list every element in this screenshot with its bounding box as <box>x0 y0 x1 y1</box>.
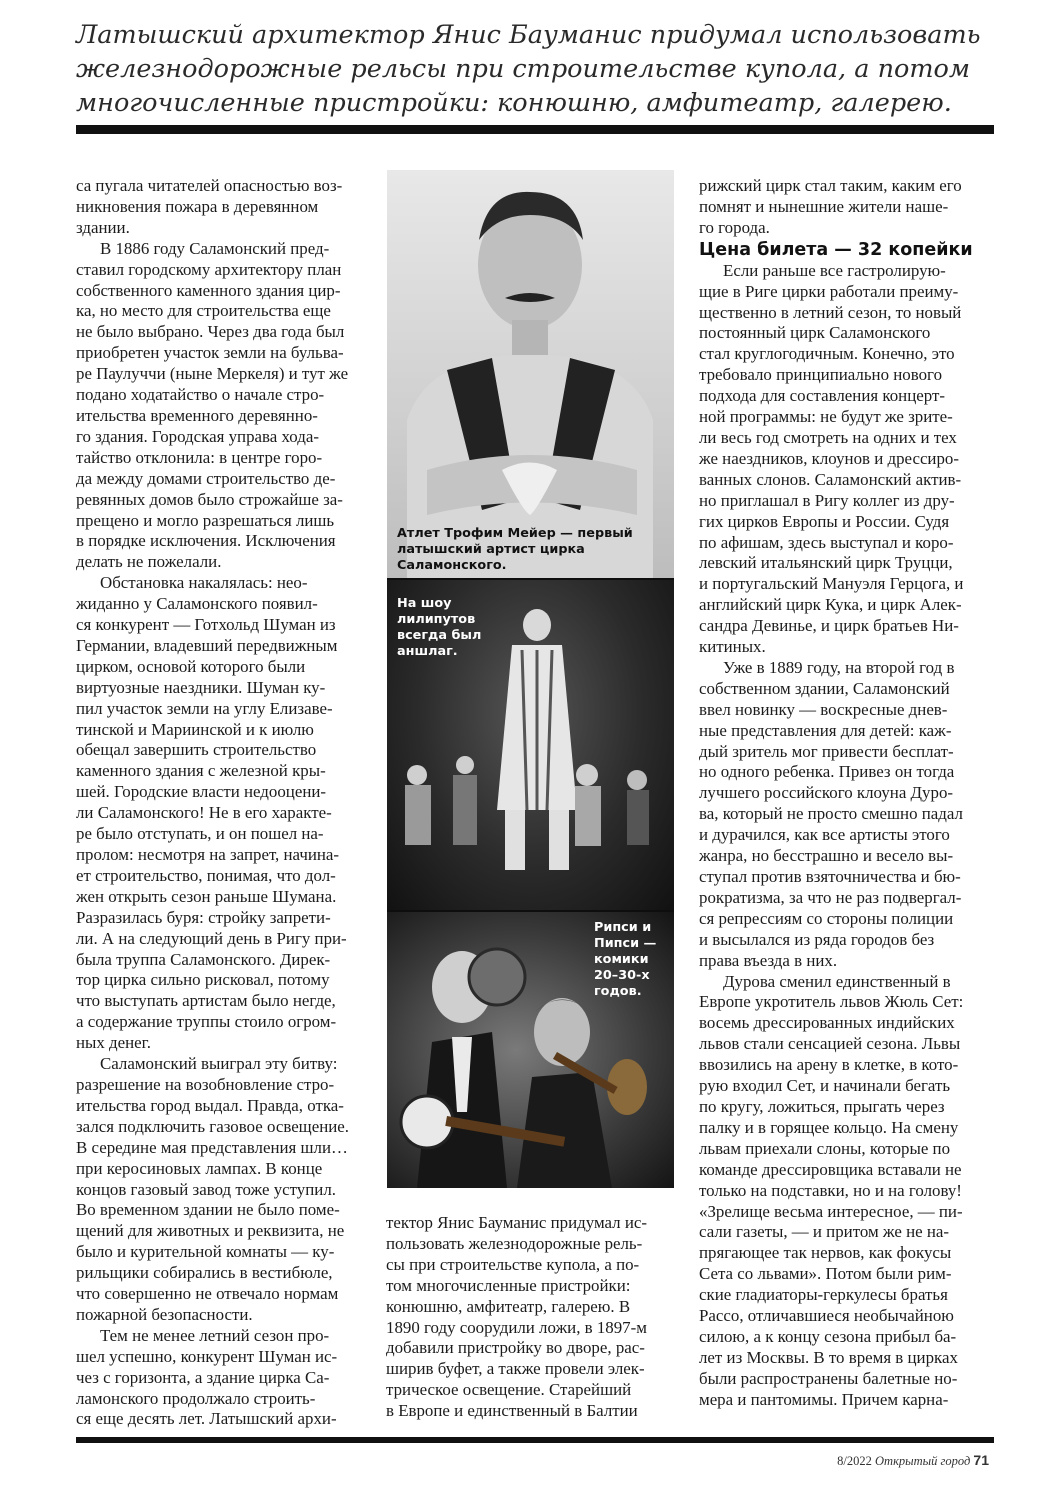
paragraph: Обстановка накалялась: нео- жиданно у Саламонского появил- ся конкурент — Готхольд Шуман из Германии, владевший передвижным цирком, основой которого были виртуозные наездники. Шуман ку- пил участок земли на углу Елизаве- тинской и Мариинской и к июлю обещал завершить строительство каменного здания с железной кры- шей. Городские власти недооцени- ли Саламонского! Не в его характе- ре было отступать, и он пошел на- пролом: несмотря на запрет, начина- ет строительство, понимая, что дол- жен открыть сезон раньше Шумана. Разразилась буря: стройку запрети- ли. А на следующий день в Ригу при- была труппа Саламонского. Дирек- тор цирка сильно рисковал, потому что выступать артистам было негде, а содержание труппы стоило огром- ных денег. <box>76 573 347 1053</box>
caption-lilliputians: На шоу лилипутов всегда был аншлаг. <box>397 596 482 659</box>
lead-line: многочисленные пристройки: конюшню, амфитеатр, галерею. <box>76 88 952 118</box>
lead-line: железнодорожные рельсы при строительстве купола, а потом <box>76 54 971 84</box>
article-column-2 <box>386 1213 671 1422</box>
paragraph: В 1886 году Саламонский пред- ставил городскому архитектору план собственного каменного здания цир- ка, но место для строительства еще не было выбрано. Через два года был приобретен участок земли на бульва- ре Паулуччи (ныне Меркеля) и тут же подано ходатайство о начале стро- ительства временного деревянно- го здания. Городская управа хода- тайство отклонила: в центре горо- да между домами строительство де- ревянных домов было строжайше за- прещено и могло разрешаться лишь в порядке исключения. Исключения делать не пожелали. <box>76 238 349 572</box>
page-number: 71 <box>973 1452 989 1468</box>
photo-trofim-meier <box>387 170 674 578</box>
paragraph: Саламонский выиграл эту битву: разрешение на возобновление стро- ительства город выдал. Правда, отка- зался подключить газовое освещение. В середине мая представления шли… при керосиновых лампах. В конце концов газовый завод тоже уступил. Во временном здании не было поме- щений для животных и реквизита, не было и курительной комнаты — ку- рильщики собирались в вестибюле, что совершенно не отвечало нормам пожарной безопасности. <box>76 1054 349 1324</box>
photo-strip <box>387 170 674 1188</box>
paragraph: тектор Янис Бауманис придумал ис- пользовать железнодорожные рель- сы при строительстве купола, а по- том многочисленные пристройки: конюшню, амфитеатр, галерею. В 1890 году соорудили ложи, в 1897-м добавили пристройку во дворе, рас- ширив буфет, а также провели элек- трическое освещение. Старейший в Европе и единственный в Балтии <box>386 1213 647 1421</box>
paragraph: Если раньше все гастролирую- щие в Риге цирки работали преиму- щественно в летний сезон, то новый постоянный цирк Саламонского стал круглогодичным. Конечно, это требовало принципиально нового подхода для составления концерт- ной программы: не будут же зрите- ли весь год смотреть на одних и тех же наездников, клоунов и дрессиро- ванных слонов. Саламонский актив‑ но приглашал в Ригу коллег из дру- гих цирков Европы и России. Судя по афишам, здесь выступал и коро- левский итальянский цирк Труцци, и португальский Мануэля Герцога, и английский цирк Кука, и цирк Алек- сандра Девинье, и цирк братьев Ни- китиных. <box>699 260 964 657</box>
bottom-rule <box>76 1437 994 1443</box>
caption-meier: Атлет Трофим Мейер — первый латышский артист цирка Саламонского. <box>397 526 633 573</box>
article-column-1 <box>76 176 366 1430</box>
lead-line: Латышский архитектор Янис Бауманис придумал использовать <box>76 20 981 50</box>
paragraph: са пугала читателей опасностью воз- никновения пожара в деревянном здании. <box>76 176 343 237</box>
section-subheading: Цена билета — 32 копейки <box>699 239 973 260</box>
top-rule <box>76 125 994 134</box>
paragraph: рижский цирк стал таким, каким его помнят и нынешние жители наше- го города. <box>699 176 962 237</box>
paragraph: Уже в 1889 году, на второй год в собственном здании, Саламонский ввел новинку — воскресные днев- ные представления для детей: каж- дый зритель мог привести бесплат- но одного ребенка. Привез он тогда лучшего российского клоуна Дуро- ва, который не просто смешно падал и дурачился, как все артисты этого жанра, но бесстрашно и весело вы- ступал против взяточничества и бю- рократизма, за что не раз подвергал- ся репрессиям со стороны полиции и высылался из ряда городов без права въезда в них. <box>699 657 963 970</box>
magazine-name: Открытый город <box>875 1454 971 1468</box>
article-column-3 <box>699 176 994 1411</box>
paragraph: Дурова сменил единственный в Европе укротитель львов Жюль Сет: восемь дрессированных индийских львов стали сенсацией сезона. Львы ввозились на арену в клетке, в кото- рую входил Сет, и начинали бегать по кругу, ложиться, прыгать через палку и в горящее кольцо. На смену львам приехали слоны, которые по команде дрессировщика вставали не только на подставки, но и на голову! «Зрелище весьма интересное, — пи- сали газеты, — и притом же не на- прягающее так нервов, как фокусы Сета со львами». Потом были рим- ские гладиаторы-геркулесы братья Рассо, отличавшиеся необычайною силою, а к концу сезона прибыл ба- лет из Москвы. В то время в цирках были распространены балетные но- мера и пантомимы. Причем карна- <box>699 971 964 1409</box>
athlete-illustration <box>387 170 674 578</box>
issue-number: 8/2022 <box>837 1454 872 1468</box>
page-footer <box>837 1452 989 1469</box>
lead-quote <box>76 18 996 120</box>
paragraph: Тем не менее летний сезон про- шел успешно, конкурент Шуман ис- чез с горизонта, а здание цирка Са- ламонского продолжало строить- ся еще десять лет. Латышский архи- <box>76 1325 338 1429</box>
caption-ripsi-pipsi: Рипси и Пипси — комики 20–30-х годов. <box>594 920 657 999</box>
